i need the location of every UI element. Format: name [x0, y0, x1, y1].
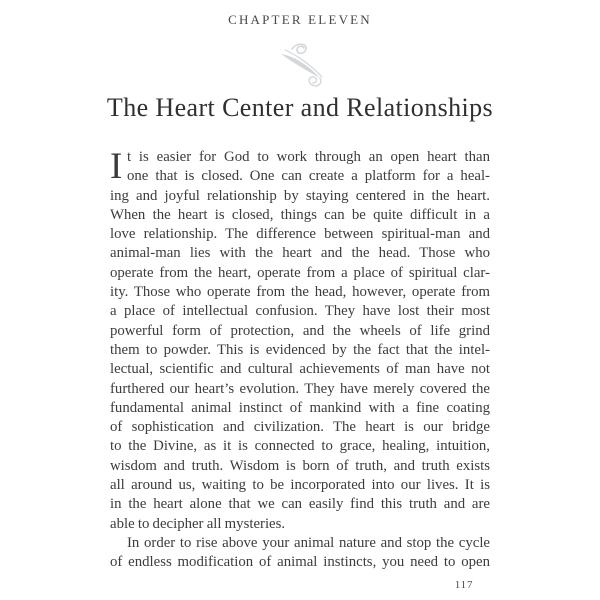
text-line: animal-man lies with the heart and the head. Those who [110, 245, 490, 262]
text-line: in the heart alone that we can easily find this truth and are [110, 496, 490, 513]
text-line: to the Divine, as it is connected to grace, healing, intuition, [110, 438, 490, 455]
text-line: one that is closed. One can create a platform for a heal- [127, 168, 490, 185]
text-line: ing and joyful relationship by staying centered in the heart. [110, 187, 490, 204]
text-line: furthered our heart’s evolution. They have merely covered the [110, 380, 490, 397]
chapter-title: The Heart Center and Relationships [106, 93, 494, 122]
page-number: 117 [454, 579, 474, 591]
text-line: of sophistication and civilization. The heart is our bridge [110, 419, 490, 436]
text-line: them to powder. This is evidenced by the fact that the intel- [110, 341, 490, 358]
text-line: When the heart is closed, things can be quite difficult in a [110, 206, 490, 223]
text-line: able to decipher all mysteries. [110, 515, 286, 532]
text-line: In order to rise above your animal nature and stop the cycle [127, 534, 490, 551]
body-text [110, 148, 490, 573]
text-line: powerful form of protection, and the wheels of life grind [110, 322, 490, 339]
drop-cap: I [110, 146, 123, 187]
text-line: t is easier for God to work through an open heart than [127, 149, 490, 165]
text-line: wisdom and truth. Wisdom is born of truth, and truth exists [110, 457, 490, 474]
text-line: love relationship. The difference between spiritual-man and [110, 226, 490, 243]
text-line: fundamental animal instinct of mankind with a fine coating [110, 399, 490, 416]
chapter-header: CHAPTER ELEVEN [228, 12, 372, 27]
text-line: lectual, scientific and cultural achievements of man have not [110, 361, 490, 378]
decorative-flourish-icon [271, 40, 329, 88]
text-line: operate from the heart, operate from a place of spiritual clar- [110, 264, 490, 281]
text-line: of endless modification of animal instincts, you need to open [110, 554, 490, 571]
text-line: a place of intellectual confusion. They have lost their most [110, 303, 490, 320]
text-line: ity. Those who operate from the head, however, operate from [110, 284, 490, 301]
text-line: all around us, waiting to be incorporated into our lives. It is [110, 477, 490, 494]
